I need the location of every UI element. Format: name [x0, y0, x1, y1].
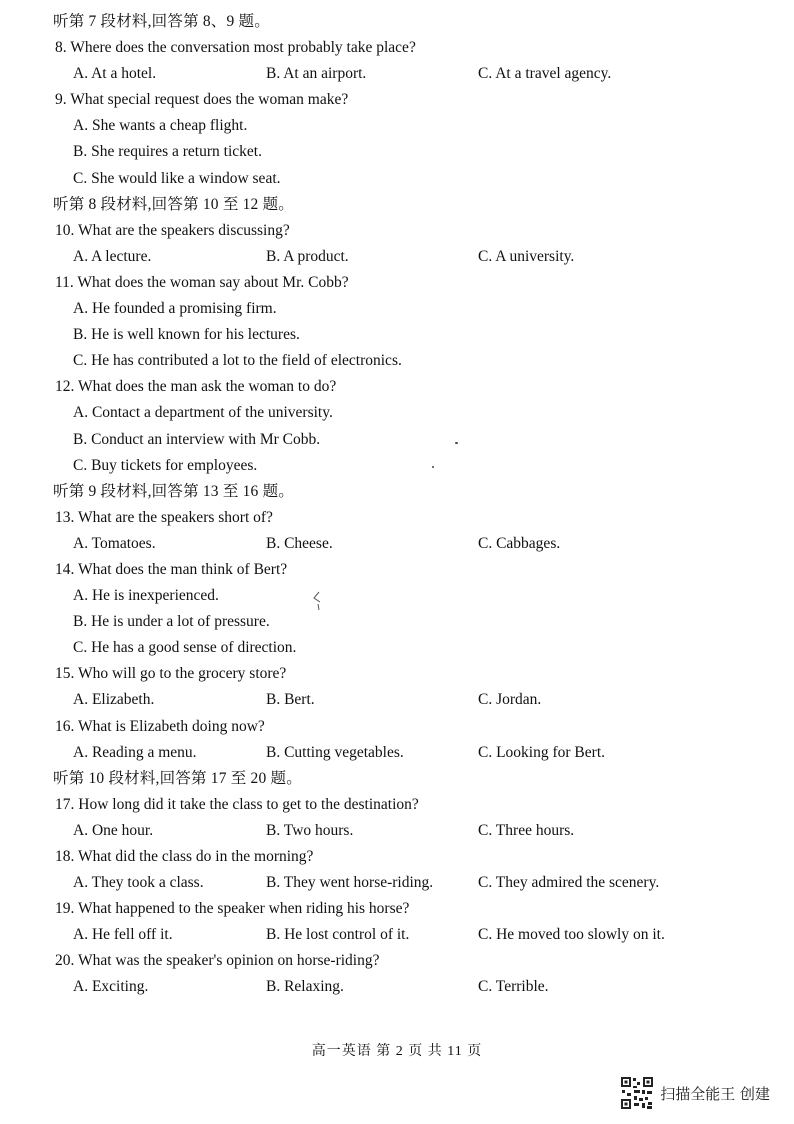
listening-section	[53, 9, 753, 1001]
answer-option-c: C. Three hours.	[478, 821, 575, 839]
answer-option-b: B. He lost control of it.	[266, 926, 410, 944]
answer-option-c: C. Looking for Bert.	[478, 743, 605, 761]
question-stem: 13. What are the speakers short of?	[55, 508, 273, 526]
answer-option-c: C. They admired the scenery.	[478, 874, 660, 892]
question-stem: 14. What does the man think of Bert?	[55, 560, 288, 578]
scanner-watermark	[620, 1076, 770, 1110]
scan-speck	[455, 442, 458, 444]
answer-option: C. She would like a window seat.	[73, 169, 281, 187]
answer-option-a: A. A lecture.	[73, 247, 152, 265]
answer-option: B. Conduct an interview with Mr Cobb.	[73, 430, 321, 448]
answer-option-a: A. Elizabeth.	[73, 691, 155, 709]
question-stem: 9. What special request does the woman make?	[55, 91, 349, 109]
answer-option-a: A. At a hotel.	[73, 65, 157, 83]
question-stem: 12. What does the man ask the woman to do?	[55, 378, 337, 396]
question-stem: 10. What are the speakers discussing?	[55, 221, 290, 239]
answer-options-row	[53, 974, 753, 1000]
answer-option: C. He has a good sense of direction.	[73, 639, 297, 657]
question-stem: 20. What was the speaker's opinion on horse-riding?	[55, 952, 380, 970]
question-stem: 18. What did the class do in the morning?	[55, 848, 314, 865]
answer-options-row	[53, 818, 753, 844]
section-instruction: 听第 7 段材料,回答第 8、9 题。	[53, 13, 270, 30]
answer-option-b: B. Two hours.	[266, 821, 354, 839]
answer-options-row	[53, 870, 753, 896]
scan-mark-stroke	[312, 590, 322, 612]
answer-option: C. Buy tickets for employees.	[73, 456, 258, 474]
answer-options-row	[53, 740, 753, 766]
answer-option-a: A. Tomatoes.	[73, 534, 156, 552]
answer-option: A. Contact a department of the university.	[73, 404, 333, 422]
answer-option-a: A. He fell off it.	[73, 926, 173, 944]
scan-speck	[432, 466, 434, 468]
answer-option: A. She wants a cheap flight.	[73, 117, 248, 135]
answer-option-b: B. At an airport.	[266, 65, 367, 83]
answer-option-b: B. They went horse-riding.	[266, 874, 434, 892]
answer-options-row	[53, 244, 753, 270]
answer-option-c: C. Jordan.	[478, 691, 542, 709]
answer-option: A. He founded a promising firm.	[73, 300, 277, 318]
answer-option-b: B. Cheese.	[266, 534, 333, 552]
answer-options-row	[53, 61, 753, 87]
answer-options-row	[53, 922, 753, 948]
answer-option: B. He is under a lot of pressure.	[73, 613, 270, 631]
answer-option: A. He is inexperienced.	[73, 587, 219, 605]
answer-option-c: C. He moved too slowly on it.	[478, 926, 665, 944]
answer-option-b: B. Relaxing.	[266, 978, 344, 996]
answer-option: B. She requires a return ticket.	[73, 143, 262, 161]
section-instruction: 听第 9 段材料,回答第 13 至 16 题。	[53, 482, 294, 500]
scanner-watermark-text: 扫描全能王 创建	[660, 1084, 770, 1103]
answer-option-a: A. Exciting.	[73, 978, 149, 996]
section-instruction: 听第 10 段材料,回答第 17 至 20 题。	[53, 769, 302, 787]
question-stem: 8. Where does the conversation most probably take place?	[55, 39, 416, 57]
question-stem: 16. What is Elizabeth doing now?	[55, 717, 265, 735]
answer-options-row	[53, 687, 753, 713]
question-stem: 19. What happened to the speaker when riding his horse?	[55, 900, 410, 918]
answer-option-c: C. At a travel agency.	[478, 65, 612, 83]
answer-option: C. He has contributed a lot to the field of electronics.	[73, 352, 402, 370]
answer-option: B. He is well known for his lectures.	[73, 326, 300, 344]
answer-option-c: C. Cabbages.	[478, 534, 561, 552]
qr-code-icon	[620, 1076, 654, 1110]
answer-option-b: B. A product.	[266, 247, 349, 265]
answer-option-a: A. One hour.	[73, 821, 154, 839]
section-instruction: 听第 8 段材料,回答第 10 至 12 题。	[53, 195, 294, 213]
question-stem: 17. How long did it take the class to get to the destination?	[55, 795, 419, 813]
answer-option-c: C. A university.	[478, 247, 575, 265]
answer-option-a: A. Reading a menu.	[73, 743, 197, 761]
answer-option-b: B. Cutting vegetables.	[266, 743, 404, 761]
answer-option-a: A. They took a class.	[73, 874, 204, 892]
answer-options-row	[53, 531, 753, 557]
answer-option-c: C. Terrible.	[478, 978, 549, 996]
question-stem: 15. Who will go to the grocery store?	[55, 665, 287, 683]
answer-option-b: B. Bert.	[266, 691, 315, 709]
question-stem: 11. What does the woman say about Mr. Cobb?	[55, 273, 349, 291]
page-footer: 高一英语 第 2 页 共 11 页	[311, 1044, 483, 1059]
